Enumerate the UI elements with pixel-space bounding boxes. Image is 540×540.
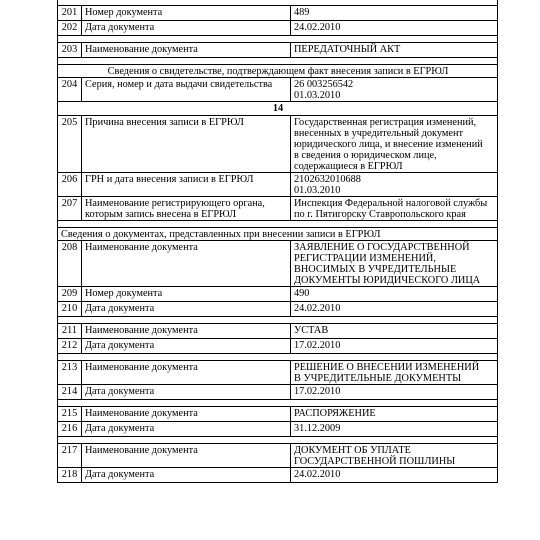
field-value: 31.12.2009 xyxy=(291,422,498,437)
section-title: Сведения о свидетельстве, подтверждающем факт внесения записи в ЕГРЮЛ xyxy=(58,65,498,78)
field-value: 489 xyxy=(291,6,498,21)
field-value: ПЕРЕДАТОЧНЫЙ АКТ xyxy=(291,43,498,58)
field-value: РЕШЕНИЕ О ВНЕСЕНИИ ИЗМЕНЕНИЙ В УЧРЕДИТЕЛЬНЫЕ ДОКУМЕНТЫ xyxy=(291,361,498,385)
spacer-cell xyxy=(58,317,498,324)
record-number: 211 xyxy=(58,324,82,339)
field-name: Наименование документа xyxy=(82,241,291,287)
field-name: Наименование документа xyxy=(82,43,291,58)
record-row xyxy=(58,339,498,354)
spacer-row xyxy=(58,354,498,361)
record-number: 202 xyxy=(58,21,82,36)
record-number: 209 xyxy=(58,287,82,302)
field-name: Наименование документа xyxy=(82,444,291,468)
record-number: 212 xyxy=(58,339,82,354)
spacer-row xyxy=(58,400,498,407)
egrul-records-table xyxy=(57,0,498,483)
record-number: 210 xyxy=(58,302,82,317)
section-header-row xyxy=(58,228,498,241)
spacer-row xyxy=(58,36,498,43)
record-number: 204 xyxy=(58,78,82,102)
field-name: ГРН и дата внесения записи в ЕГРЮЛ xyxy=(82,173,291,197)
record-number: 217 xyxy=(58,444,82,468)
field-value: УСТАВ xyxy=(291,324,498,339)
record-number: 215 xyxy=(58,407,82,422)
record-row xyxy=(58,287,498,302)
field-value: 17.02.2010 xyxy=(291,339,498,354)
record-number: 203 xyxy=(58,43,82,58)
spacer-row xyxy=(58,317,498,324)
field-value: 490 xyxy=(291,287,498,302)
field-name: Дата документа xyxy=(82,21,291,36)
record-row xyxy=(58,197,498,221)
record-row xyxy=(58,444,498,468)
record-row xyxy=(58,6,498,21)
field-value: 17.02.2010 xyxy=(291,385,498,400)
field-name: Наименование документа xyxy=(82,407,291,422)
record-row xyxy=(58,407,498,422)
field-name: Наименование документа xyxy=(82,324,291,339)
record-number: 208 xyxy=(58,241,82,287)
field-name: Дата документа xyxy=(82,339,291,354)
field-name: Дата документа xyxy=(82,385,291,400)
record-row xyxy=(58,173,498,197)
egrul-extract-page xyxy=(57,0,497,483)
record-number: 205 xyxy=(58,116,82,173)
field-value: РАСПОРЯЖЕНИЕ xyxy=(291,407,498,422)
record-number: 206 xyxy=(58,173,82,197)
spacer-row xyxy=(58,58,498,65)
record-row xyxy=(58,21,498,36)
spacer-cell xyxy=(58,36,498,43)
field-value: Государственная регистрация изменений, внесенных в учредительный документ юридического лица, и внесение изменений в сведения о юридическом лице, содержащиеся в ЕГРЮЛ xyxy=(291,116,498,173)
spacer-cell xyxy=(58,221,498,228)
field-name: Дата документа xyxy=(82,302,291,317)
field-name: Наименование документа xyxy=(82,361,291,385)
field-value: 24.02.2010 xyxy=(291,302,498,317)
record-number: 216 xyxy=(58,422,82,437)
spacer-row xyxy=(58,221,498,228)
page-number: 14 xyxy=(58,102,498,116)
spacer-cell xyxy=(58,400,498,407)
record-number: 214 xyxy=(58,385,82,400)
field-name: Серия, номер и дата выдачи свидетельства xyxy=(82,78,291,102)
spacer-row xyxy=(58,437,498,444)
field-name: Дата документа xyxy=(82,468,291,483)
record-row xyxy=(58,116,498,173)
record-row xyxy=(58,468,498,483)
section-title: Сведения о документах, представленных при внесении записи в ЕГРЮЛ xyxy=(58,228,498,241)
section-header-row xyxy=(58,65,498,78)
record-row xyxy=(58,385,498,400)
field-value: 26 003256542 01.03.2010 xyxy=(291,78,498,102)
record-number: 213 xyxy=(58,361,82,385)
field-value: ДОКУМЕНТ ОБ УПЛАТЕ ГОСУДАРСТВЕННОЙ ПОШЛИНЫ xyxy=(291,444,498,468)
field-name: Наименование регистрирующего органа, которым запись внесена в ЕГРЮЛ xyxy=(82,197,291,221)
field-value: ЗАЯВЛЕНИЕ О ГОСУДАРСТВЕННОЙ РЕГИСТРАЦИИ ИЗМЕНЕНИЙ, ВНОСИМЫХ В УЧРЕДИТЕЛЬНЫЕ ДОКУМЕНТЫ ЮРИДИЧЕСКОГО ЛИЦА xyxy=(291,241,498,287)
page-number-row xyxy=(58,102,498,116)
record-row xyxy=(58,422,498,437)
record-row xyxy=(58,78,498,102)
field-name: Номер документа xyxy=(82,287,291,302)
record-number: 218 xyxy=(58,468,82,483)
record-row xyxy=(58,361,498,385)
record-number: 201 xyxy=(58,6,82,21)
spacer-cell xyxy=(58,437,498,444)
spacer-cell xyxy=(58,58,498,65)
record-row xyxy=(58,324,498,339)
field-value: 2102632010688 01.03.2010 xyxy=(291,173,498,197)
field-name: Дата документа xyxy=(82,422,291,437)
record-row xyxy=(58,302,498,317)
record-row xyxy=(58,43,498,58)
field-name: Номер документа xyxy=(82,6,291,21)
field-name: Причина внесения записи в ЕГРЮЛ xyxy=(82,116,291,173)
field-value: 24.02.2010 xyxy=(291,21,498,36)
record-row xyxy=(58,241,498,287)
field-value: Инспекция Федеральной налоговой службы по г. Пятигорску Ставропольского края xyxy=(291,197,498,221)
record-number: 207 xyxy=(58,197,82,221)
field-value: 24.02.2010 xyxy=(291,468,498,483)
spacer-cell xyxy=(58,354,498,361)
